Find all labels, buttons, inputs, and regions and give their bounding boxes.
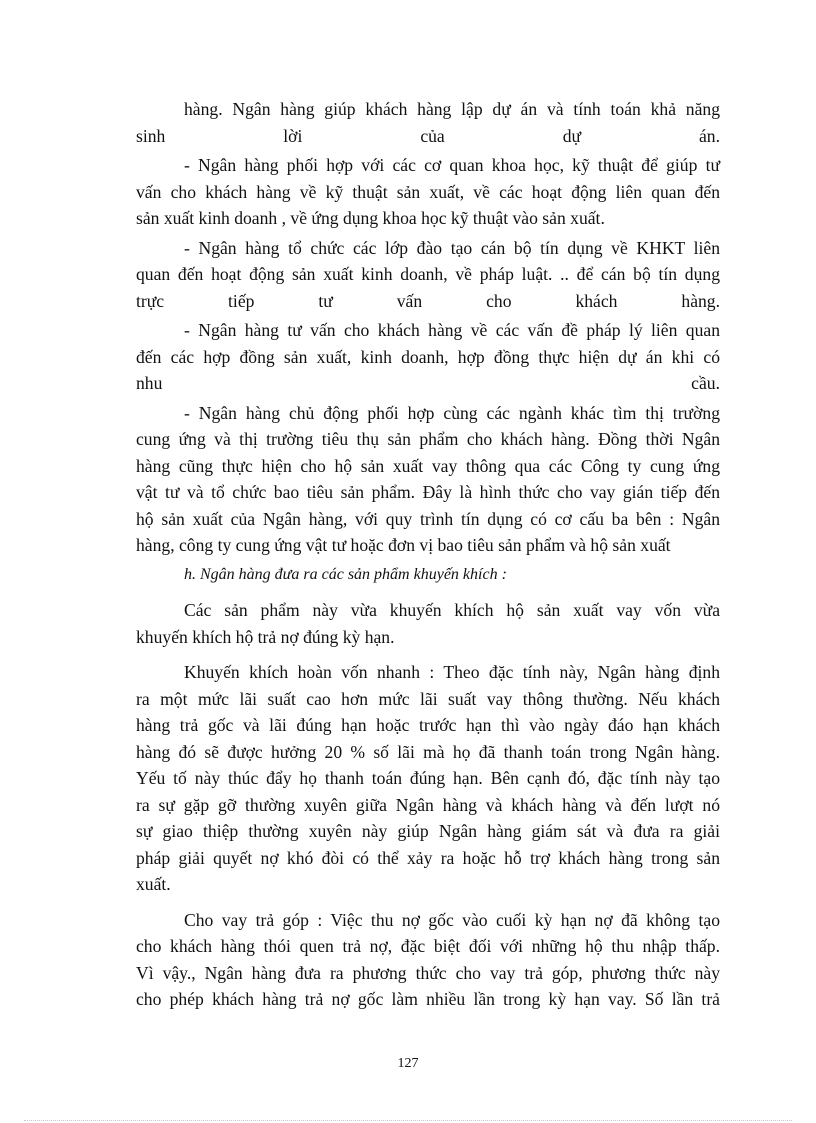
- text-line: Cho vay trả góp : Việc thu nợ gốc vào cuối kỳ hạn nợ đã không tạo: [184, 909, 720, 930]
- text-line: hộ sản xuất của Ngân hàng, với quy trình tín dụng có cơ cấu ba bên : Ngân: [136, 508, 720, 529]
- paragraph-incentive-products: [136, 597, 720, 650]
- text-line: ra một mức lãi suất cao hơn mức lãi suất vay thông thường. Nếu khách: [136, 688, 720, 709]
- text-line: đến các hợp đồng sản xuất, kinh doanh, hợp đồng thực hiện dự án khi có: [136, 346, 720, 367]
- text-line: pháp giải quyết nợ khó đòi có thể xảy ra hoặc hỗ trợ khách hàng trong sản: [136, 847, 720, 868]
- paragraph-technical-consulting: [136, 152, 720, 232]
- text-line: khuyến khích hộ trả nợ đúng kỳ hạn.: [136, 626, 395, 647]
- paragraph-market-coordination: [136, 400, 720, 559]
- text-line: cho phép khách hàng trả nợ gốc làm nhiều lần trong kỳ hạn vay. Số lần trả: [136, 989, 720, 1009]
- document-body: [136, 96, 720, 1013]
- text-line: Vì vậy., Ngân hàng đưa ra phương thức cho vay trả góp, phương thức này: [136, 962, 720, 983]
- paragraph-quick-repayment: [136, 659, 720, 898]
- page-number: 127: [397, 1056, 419, 1071]
- page-bottom-divider: [24, 1120, 792, 1121]
- paragraph-legal-advice: [136, 317, 720, 397]
- section-heading-h: [136, 562, 720, 589]
- text-line: sản xuất kinh doanh , về ứng dụng khoa học kỹ thuật vào sản xuất.: [136, 208, 605, 228]
- paragraph-installment-loans: [136, 907, 720, 1013]
- text-line: h. Ngân hàng đưa ra các sản phẩm khuyến khích :: [184, 565, 507, 583]
- paragraph-staff-training: [136, 235, 720, 315]
- text-line: Khuyến khích hoàn vốn nhanh : Theo đặc tính này, Ngân hàng định: [184, 662, 720, 682]
- text-line: hàng trả gốc và lãi đúng hạn hoặc trước hạn thì vào ngày đáo hạn khách: [136, 715, 720, 735]
- text-line: Các sản phẩm này vừa khuyến khích hộ sản xuất vay vốn vừa: [184, 600, 720, 620]
- text-line: hàng, công ty cung ứng vật tư hoặc đơn vị bao tiêu sản phẩm và hộ sản xuất: [136, 535, 671, 555]
- text-line: vật tư và tổ chức bao tiêu sản phẩm. Đây là hình thức cho vay gián tiếp đến: [136, 482, 720, 502]
- text-line: quan đến hoạt động sản xuất kinh doanh, về pháp luật. .. để cán bộ tín dụng: [136, 264, 720, 284]
- text-line: ra sự gặp gỡ thường xuyên giữa Ngân hàng và khách hàng và đến lượt nó: [136, 794, 720, 815]
- text-line: sự giao thiệp thường xuyên này giúp Ngân hàng giám sát và đưa ra giải: [136, 821, 720, 841]
- text-line: hàng cũng thực hiện cho hộ sản xuất vay thông qua các Công ty cung ứng: [136, 455, 720, 476]
- text-line: cung ứng và thị trường tiêu thụ sản phẩm cho khách hàng. Đồng thời Ngân: [136, 429, 720, 449]
- text-line: hàng đó sẽ được hưởng 20 % số lãi mà họ đã thanh toán trong Ngân hàng.: [136, 741, 720, 762]
- text-line: vấn cho khách hàng về kỹ thuật sản xuất, về các hoạt động liên quan đến: [136, 181, 720, 202]
- text-line: - Ngân hàng tổ chức các lớp đào tạo cán bộ tín dụng về KHKT liên: [184, 237, 720, 258]
- text-line: Yếu tố này thúc đẩy họ thanh toán đúng hạn. Bên cạnh đó, đặc tính này tạo: [136, 768, 720, 788]
- text-line: xuất.: [136, 874, 171, 894]
- text-line: hàng. Ngân hàng giúp khách hàng lập dự án và tính toán khả năng: [184, 99, 720, 119]
- paragraph-bank-project-advice: [136, 96, 720, 149]
- text-line: cho khách hàng thói quen trả nợ, đặc biệt đối với những hộ thu nhập thấp.: [136, 936, 720, 956]
- text-line: - Ngân hàng chủ động phối hợp cùng các ngành khác tìm thị trường: [184, 402, 720, 423]
- text-line: - Ngân hàng tư vấn cho khách hàng về các vấn đề pháp lý liên quan: [184, 320, 720, 340]
- text-line: - Ngân hàng phối hợp với các cơ quan khoa học, kỹ thuật để giúp tư: [184, 155, 720, 175]
- text-line: nhu cầu.: [136, 373, 720, 393]
- text-line: sinh lời của dự án.: [136, 125, 720, 146]
- text-line: trực tiếp tư vấn cho khách hàng.: [136, 290, 720, 311]
